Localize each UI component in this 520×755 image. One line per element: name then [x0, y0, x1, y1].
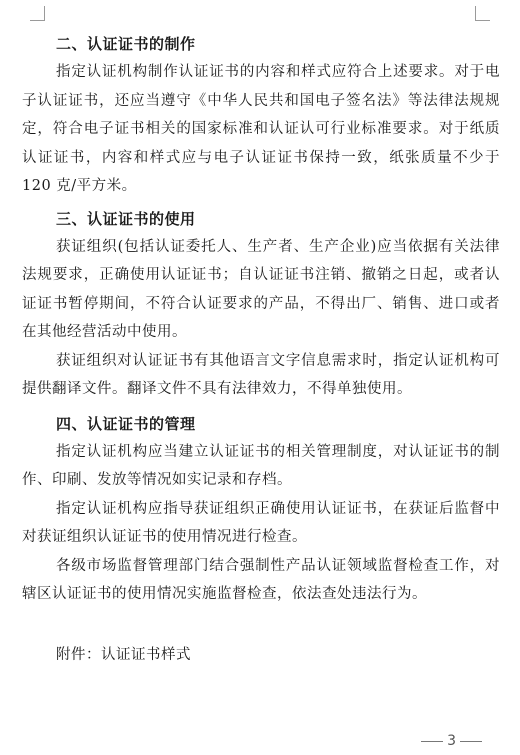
- page-footer: [421, 733, 482, 749]
- document-body: [22, 30, 500, 669]
- attachment-note: 附件：认证证书样式: [56, 646, 191, 663]
- page-number: 3: [447, 733, 456, 749]
- crop-mark-top-left: [30, 6, 45, 21]
- paragraph: 获证组织对认证证书有其他语言文字信息需求时，指定认证机构可提供翻译文件。翻译文件不具有法律效力，不得单独使用。: [22, 352, 500, 397]
- section-heading-usage: 三、认证证书的使用: [56, 209, 196, 228]
- paragraph: 指定认证机构应指导获证组织正确使用认证证书，在获证后监督中对获证组织认证证书的使用情况进行检查。: [22, 500, 500, 545]
- section-heading-management: 四、认证证书的管理: [56, 414, 196, 433]
- paragraph: 指定认证机构应当建立认证证书的相关管理制度，对认证证书的制作、印刷、发放等情况如实记录和存档。: [22, 443, 500, 488]
- paragraph: 各级市场监督管理部门结合强制性产品认证领域监督检查工作，对辖区认证证书的使用情况实施监督检查，依法查处违法行为。: [22, 557, 500, 602]
- paragraph: 指定认证机构制作认证证书的内容和样式应符合上述要求。对于电子认证证书，还应当遵守《中华人民共和国电子签名法》等法律法规规定，符合电子证书相关的国家标准和认证认可行业标准要求。对于纸质认证证书，内容和样式应与电子认证证书保持一致，纸张质量不少于 120 克/平方米。: [22, 64, 500, 194]
- footer-dash-right: [460, 741, 482, 742]
- section-heading-production: 二、认证证书的制作: [56, 35, 196, 53]
- paragraph: 获证组织(包括认证委托人、生产者、生产企业)应当依据有关法律法规要求，正确使用认证证书；自认证证书注销、撤销之日起，或者认证证书暂停期间，不符合认证要求的产品，不得出厂、销售、进口或者在其他经营活动中使用。: [22, 238, 500, 340]
- footer-dash-left: [421, 741, 443, 742]
- crop-mark-top-right: [475, 6, 490, 21]
